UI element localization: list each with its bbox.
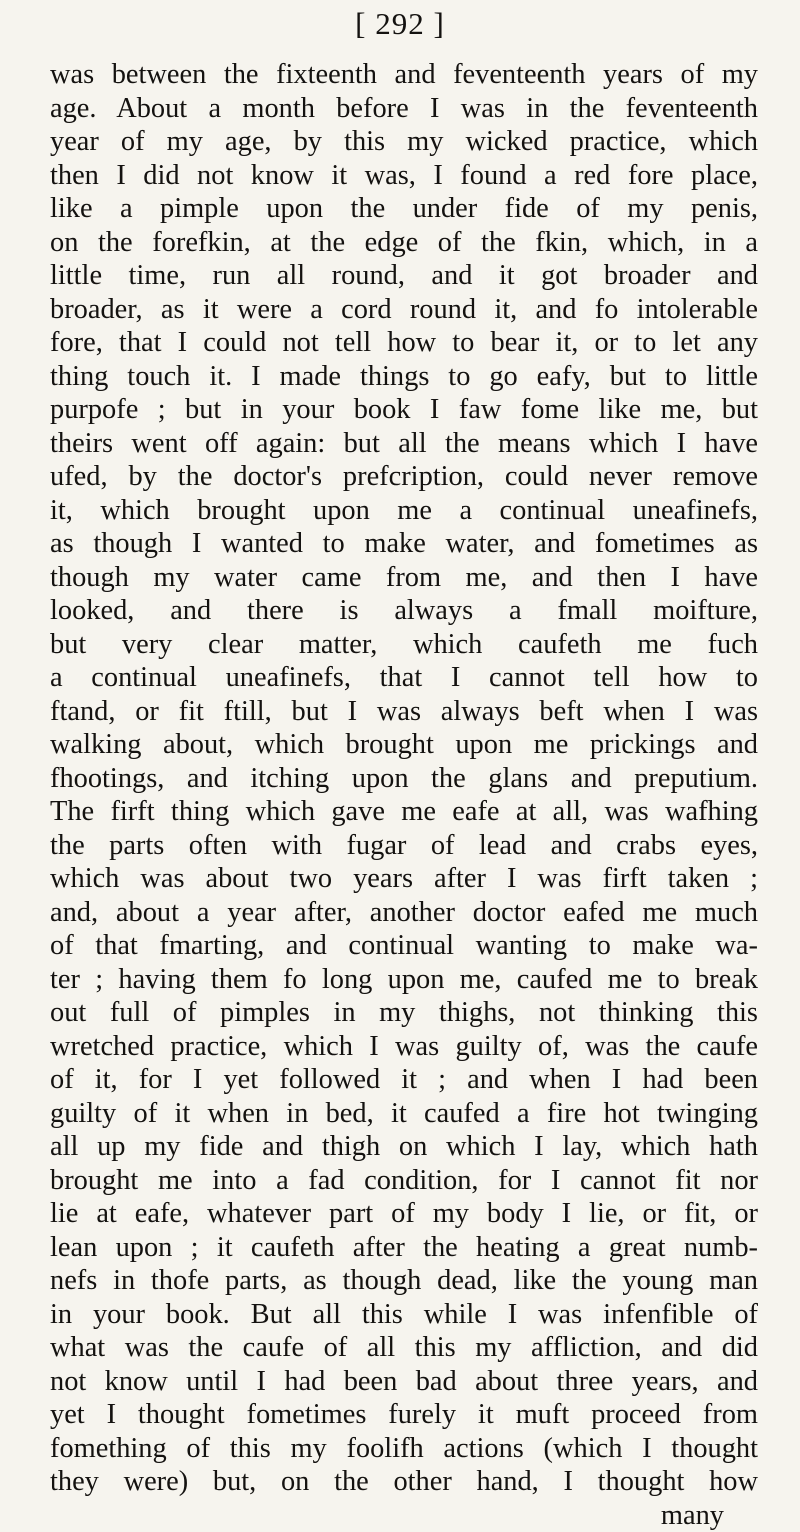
text-line-31: of it, for I yet followed it ; and when I had been: [50, 1063, 758, 1097]
text-line-9: fore, that I could not tell how to bear it, or to let any: [50, 326, 758, 360]
text-line-28: ter ; having them fo long upon me, caufed me to break: [50, 963, 758, 997]
text-line-32: guilty of it when in bed, it caufed a fire hot twinging: [50, 1097, 758, 1131]
text-line-16: though my water came from me, and then I have: [50, 561, 758, 595]
text-line-19: a continual uneafinefs, that I cannot tell how to: [50, 661, 758, 695]
page-number: [ 292 ]: [0, 6, 800, 42]
text-line-12: theirs went off again: but all the means which I have: [50, 427, 758, 461]
text-line-4: then I did not know it was, I found a red fore place,: [50, 159, 758, 193]
text-line-8: broader, as it were a cord round it, and fo intolerable: [50, 293, 758, 327]
text-line-41: yet I thought fometimes furely it muft proceed from: [50, 1398, 758, 1432]
text-line-35: lie at eafe, whatever part of my body I lie, or fit, or: [50, 1197, 758, 1231]
text-line-6: on the forefkin, at the edge of the fkin, which, in a: [50, 226, 758, 260]
text-line-33: all up my fide and thigh on which I lay, which hath: [50, 1130, 758, 1164]
text-line-15: as though I wanted to make water, and fometimes as: [50, 527, 758, 561]
text-line-3: year of my age, by this my wicked practice, which: [50, 125, 758, 159]
text-line-39: what was the caufe of all this my affliction, and did: [50, 1331, 758, 1365]
text-line-42: fomething of this my foolifh actions (which I thought: [50, 1432, 758, 1466]
text-line-17: looked, and there is always a fmall moifture,: [50, 594, 758, 628]
text-line-18: but very clear matter, which caufeth me fuch: [50, 628, 758, 662]
text-line-5: like a pimple upon the under fide of my penis,: [50, 192, 758, 226]
catchword: many: [50, 1499, 758, 1532]
text-line-1: was between the fixteenth and feventeenth years of my: [50, 58, 758, 92]
text-line-11: purpofe ; but in your book I faw fome like me, but: [50, 393, 758, 427]
text-line-37: nefs in thofe parts, as though dead, like the young man: [50, 1264, 758, 1298]
text-line-21: walking about, which brought upon me prickings and: [50, 728, 758, 762]
text-line-13: ufed, by the doctor's prefcription, could never remove: [50, 460, 758, 494]
text-line-29: out full of pimples in my thighs, not thinking this: [50, 996, 758, 1030]
text-line-30: wretched practice, which I was guilty of, was the caufe: [50, 1030, 758, 1064]
text-line-2: age. About a month before I was in the feventeenth: [50, 92, 758, 126]
text-line-27: of that fmarting, and continual wanting to make wa-: [50, 929, 758, 963]
text-line-24: the parts often with fugar of lead and crabs eyes,: [50, 829, 758, 863]
text-line-40: not know until I had been bad about three years, and: [50, 1365, 758, 1399]
text-line-23: The firft thing which gave me eafe at all, was wafhing: [50, 795, 758, 829]
text-line-38: in your book. But all this while I was infenfible of: [50, 1298, 758, 1332]
text-line-10: thing touch it. I made things to go eafy, but to little: [50, 360, 758, 394]
text-line-25: which was about two years after I was firft taken ;: [50, 862, 758, 896]
text-line-22: fhootings, and itching upon the glans and preputium.: [50, 762, 758, 796]
text-line-14: it, which brought upon me a continual uneafinefs,: [50, 494, 758, 528]
text-line-36: lean upon ; it caufeth after the heating a great numb-: [50, 1231, 758, 1265]
text-line-26: and, about a year after, another doctor eafed me much: [50, 896, 758, 930]
body-text: [50, 58, 758, 1532]
text-line-43: they were) but, on the other hand, I thought how: [50, 1465, 758, 1499]
text-line-34: brought me into a fad condition, for I cannot fit nor: [50, 1164, 758, 1198]
text-line-20: ftand, or fit ftill, but I was always beft when I was: [50, 695, 758, 729]
text-line-7: little time, run all round, and it got broader and: [50, 259, 758, 293]
